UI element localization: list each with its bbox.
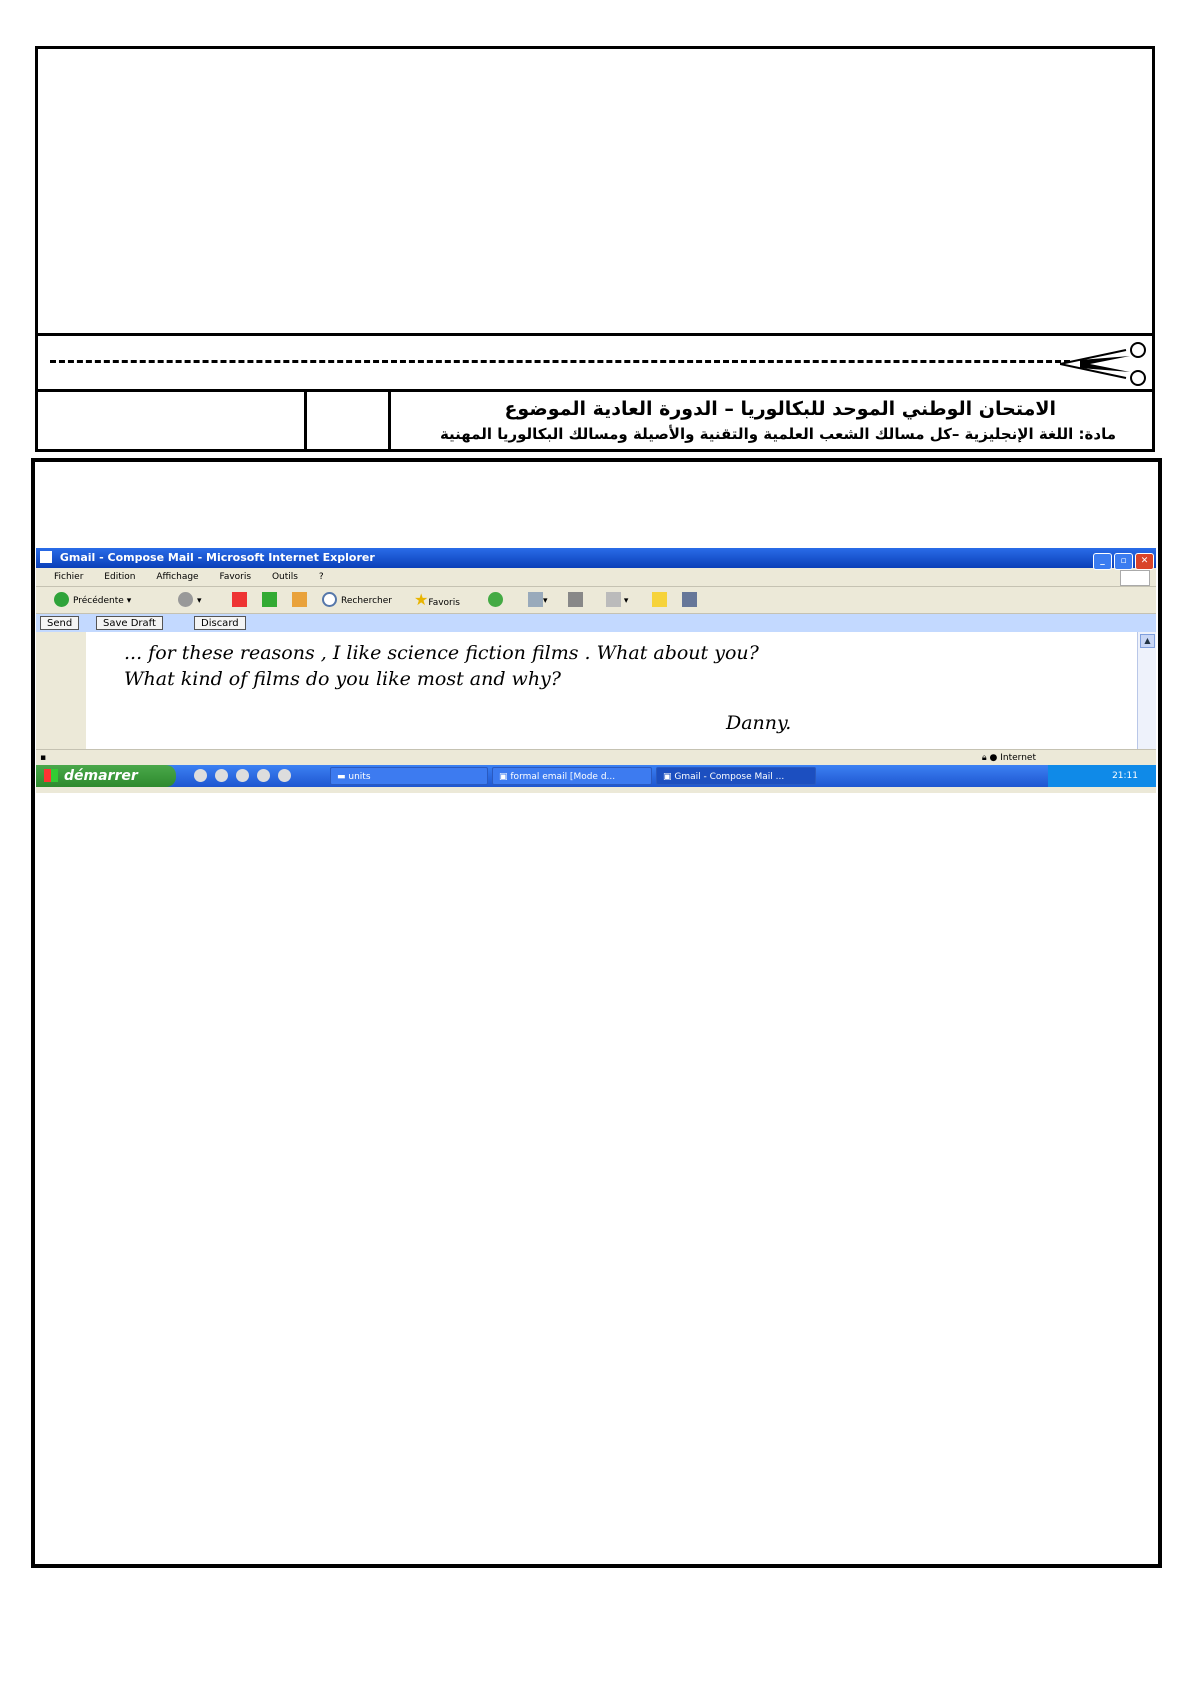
exam-header — [35, 392, 1155, 452]
menu-affichage[interactable]: Affichage — [156, 572, 199, 582]
window-titlebar[interactable] — [36, 548, 1156, 568]
menu-favoris[interactable]: Favoris — [219, 572, 252, 582]
menu-edition[interactable]: Edition — [104, 572, 136, 582]
status-bar — [36, 749, 1156, 766]
quick-launch — [194, 769, 299, 791]
history-button[interactable] — [488, 592, 507, 608]
favorites-label: Favoris — [428, 598, 460, 608]
header-title-line1: الامتحان الوطني الموحد للبكالوريا – الدورة العادية الموضوع — [504, 398, 1056, 420]
messenger-icon — [682, 592, 697, 607]
home-button[interactable] — [292, 592, 307, 608]
home-icon — [292, 592, 307, 607]
windows-flag-icon — [44, 769, 58, 782]
stop-icon — [232, 592, 247, 607]
scissors-icon — [1060, 342, 1150, 386]
lock-icon: 🔒︎ — [981, 753, 987, 763]
note-icon — [652, 592, 667, 607]
task-gmail[interactable] — [656, 767, 816, 785]
ie-icon — [40, 551, 52, 563]
cut-line-row — [35, 336, 1155, 392]
star-icon: ★ — [414, 590, 429, 609]
blank-top-box — [35, 46, 1155, 336]
history-icon — [488, 592, 503, 607]
compose-actions-bar — [36, 614, 1156, 632]
back-arrow-icon — [54, 592, 69, 607]
refresh-button[interactable] — [262, 592, 277, 608]
ie-quick-icon[interactable] — [215, 769, 228, 782]
maximize-icon[interactable]: ▫ — [1114, 553, 1133, 570]
folder-icon: ▬ — [337, 772, 346, 782]
messenger-button[interactable] — [682, 592, 697, 608]
ie-window — [36, 548, 1156, 793]
task-units[interactable] — [330, 767, 488, 785]
page-icon: ▪ — [40, 753, 47, 763]
header-title — [394, 392, 1146, 449]
start-button[interactable] — [36, 765, 176, 787]
message-line-1: ... for these reasons , I like science fiction films . What about you? — [124, 642, 759, 664]
menu-fichier[interactable]: Fichier — [54, 572, 84, 582]
globe-icon: ● — [989, 753, 998, 763]
search-label: Rechercher — [341, 596, 392, 606]
save-draft-button[interactable]: Save Draft — [96, 616, 163, 630]
favorites-button[interactable] — [414, 592, 460, 608]
header-subject-line: مادة: اللغة الإنجليزية –كل مسالك الشعب العلمية والتقنية والأصيلة ومسالك البكالوريا المهنية — [439, 425, 1116, 443]
desktop-icon[interactable] — [194, 769, 207, 782]
zone-label: Internet — [1000, 753, 1036, 763]
menu-help[interactable]: ? — [318, 572, 324, 582]
zone-indicator — [982, 750, 1036, 766]
toolbar — [36, 587, 1156, 614]
window-title: Gmail - Compose Mail - Microsoft Internet Explorer — [59, 551, 375, 564]
discard-button[interactable]: Discard — [194, 616, 246, 630]
edit-icon — [606, 592, 621, 607]
forward-arrow-icon — [178, 592, 193, 607]
back-label: Précédente — [73, 596, 124, 606]
messenger-quick-icon[interactable] — [257, 769, 270, 782]
word-icon: ▣ — [499, 772, 508, 782]
menu-outils[interactable]: Outils — [271, 572, 298, 582]
search-icon — [322, 592, 337, 607]
close-icon[interactable]: ✕ — [1135, 553, 1154, 570]
mail-icon — [528, 592, 543, 607]
clock: 21:11 — [1112, 771, 1138, 781]
print-button[interactable] — [568, 592, 583, 608]
back-button[interactable]: Précédente ▾ — [54, 592, 131, 608]
task-formal-email-label: formal email [Mode d... — [510, 772, 616, 782]
ie-task-icon: ▣ — [663, 772, 672, 782]
taskbar — [36, 765, 1156, 787]
header-cell-blank-2 — [307, 392, 391, 449]
message-body[interactable] — [36, 632, 1138, 749]
windows-logo-icon — [1120, 570, 1150, 586]
message-text — [124, 640, 759, 692]
scroll-up-icon[interactable]: ▲ — [1140, 634, 1155, 648]
opera-icon[interactable] — [278, 769, 291, 782]
task-units-label: units — [348, 772, 371, 782]
signature: Danny. — [726, 712, 792, 734]
edit-button[interactable]: ▾ — [606, 592, 628, 608]
forward-button[interactable]: ▾ — [178, 592, 202, 608]
mail-button[interactable]: ▾ — [528, 592, 548, 608]
window-controls — [1091, 550, 1154, 570]
system-tray — [1048, 765, 1156, 787]
send-button[interactable]: Send — [40, 616, 79, 630]
dashed-cut-line — [50, 360, 1070, 363]
vertical-scrollbar[interactable] — [1137, 632, 1156, 749]
refresh-icon — [262, 592, 277, 607]
media-icon[interactable] — [236, 769, 249, 782]
stop-button[interactable] — [232, 592, 247, 608]
search-button[interactable] — [322, 592, 392, 608]
notes-button[interactable] — [652, 592, 667, 608]
header-cell-blank-1 — [38, 392, 307, 449]
start-label: démarrer — [64, 768, 138, 784]
task-gmail-label: Gmail - Compose Mail ... — [674, 772, 785, 782]
message-line-2: What kind of films do you like most and why? — [124, 668, 561, 690]
menu-bar — [36, 568, 1156, 587]
task-formal-email[interactable] — [492, 767, 652, 785]
print-icon — [568, 592, 583, 607]
minimize-icon[interactable]: _ — [1093, 553, 1112, 570]
